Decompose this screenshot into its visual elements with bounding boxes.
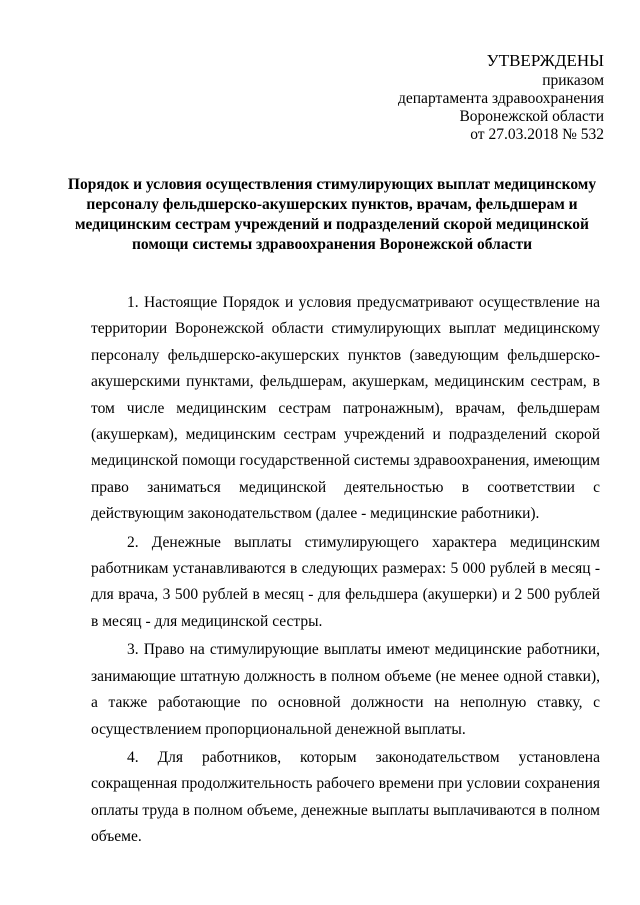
- paragraph-3: 3. Право на стимулирующие выплаты имеют медицинские работники, занимающие штатную должность в полном объеме (не менее одной ставки), а также работающие по основной должности на неполную ставку, с осуществлением пропорциональной денежной выплаты.: [91, 641, 600, 738]
- approval-line-date-number: от 27.03.2018 № 532: [470, 126, 604, 143]
- paragraph-2: 2. Денежные выплаты стимулирующего характера медицинским работникам устанавливаются в следующих размерах: 5 000 рублей в месяц - для врача, 3 500 рублей в месяц - для фельдшера (акушерки) и 2 500 рублей в месяц - для медицинской сестры.: [91, 533, 600, 630]
- paragraph-1: 1. Настоящие Порядок и условия предусматривают осуществление на территории Воронежской области стимулирующих выплат медицинскому персоналу фельдшерско-акушерских пунктов (заведующим фельдшерско-акушерскими пунктами, фельдшерам, акушеркам, медицинским сестрам, в том числе медицинским сестрам патронажным), врачам, фельдшерам (акушеркам), медицинским сестрам учреждений и подразделений скорой медицинской помощи государственной системы здравоохранения, имеющим право заниматься медицинской деятельностью в соответствии с действующим законодательством (далее - медицинские работники).: [91, 294, 600, 523]
- document-body: [91, 290, 600, 851]
- approval-stamp: [398, 50, 604, 144]
- approval-line-region: Воронежской области: [459, 108, 604, 125]
- document-title: Порядок и условия осуществления стимулирующих выплат медицинскому персоналу фельдшерско-акушерских пунктов, врачам, фельдшерам и медицинским сестрам учреждений и подразделений скорой медицинской помощи системы здравоохранения Воронежской области: [67, 176, 597, 253]
- approval-heading: УТВЕРЖДЕНЫ: [486, 51, 604, 70]
- paragraph-4: 4. Для работников, которым законодательством установлена сокращенная продолжительность рабочего времени при условии сохранения оплаты труда в полном объеме, денежные выплаты выплачиваются в полном объеме.: [91, 748, 600, 846]
- approval-line-order: приказом: [542, 72, 604, 89]
- approval-line-department: департамента здравоохранения: [398, 90, 604, 107]
